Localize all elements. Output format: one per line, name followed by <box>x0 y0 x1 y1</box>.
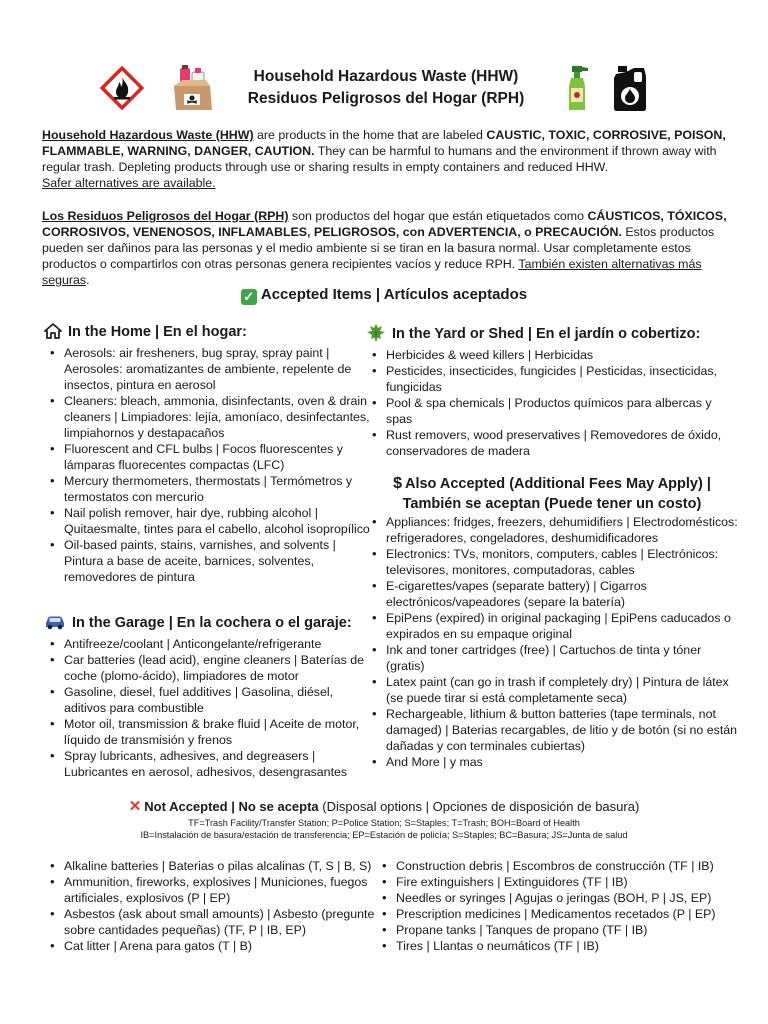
intro-es-text1: son productos del hogar que están etiquetados como <box>288 209 588 223</box>
not-accepted-left <box>44 858 380 954</box>
list-item: • Nail polish remover, hair dye, rubbing alcohol | Quitaesmalte, tintes para el cabello, alcohol isopropílico <box>44 505 374 537</box>
list-item: • Asbestos (ask about small amounts) | Asbesto (pregunte sobre cantidades pequeñas) (TF, P | IB, EP) <box>44 906 380 938</box>
list-item: • Rust removers, wood preservatives | Removedores de óxido, conservadores de madera <box>366 427 738 459</box>
not-accepted-right <box>376 858 738 954</box>
also-accepted-list <box>366 514 738 770</box>
list-item: • Needles or syringes | Agujas o jeringas (BOH, P | JS, EP) <box>376 890 738 906</box>
garage-section <box>44 614 374 780</box>
cross-mark-icon: ✕ <box>128 798 142 815</box>
home-heading-text: In the Home | En el hogar: <box>68 324 247 340</box>
list-item: • Prescription medicines | Medicamentos recetados (P | EP) <box>376 906 738 922</box>
intro-es-safer-link[interactable]: También existen alternativas más seguras <box>42 257 702 287</box>
legend-spanish: IB=Instalación de basura/estación de transferencia; EP=Estación de policía; S=Staples; BC=Basura; JS=Junta de salud <box>140 830 628 840</box>
garage-heading-text: In the Garage | En la cochera o el garaje: <box>72 615 352 631</box>
flammable-warning-icon <box>100 66 144 110</box>
garage-list <box>44 636 374 780</box>
yard-list <box>366 347 738 459</box>
list-item: • Tires | Llantas o neumáticos (TF | IB) <box>376 938 738 954</box>
legend-english: TF=Trash Facility/Transfer Station; P=Police Station; S=Staples; T=Trash; BOH=Board of Health <box>188 818 580 828</box>
oil-jug-icon <box>612 64 648 112</box>
list-item: • Fluorescent and CFL bulbs | Focos fluorescentes y lámparas fluorecentes compactas (LFC) <box>44 441 374 473</box>
accepted-title-text: Accepted Items | Artículos aceptados <box>260 286 528 303</box>
intro-en-text1: are products in the home that are labeled <box>253 128 487 142</box>
list-item: • Rechargeable, lithium & button batteries (tape terminals, not damaged) | Baterias recargables, de litio y de botón (si no están dañadas y con terminales cubiertas) <box>366 706 738 754</box>
not-accepted-title <box>0 798 768 816</box>
car-icon <box>44 614 66 636</box>
list-item: • Alkaline batteries | Baterias o pilas alcalinas (T, S | B, S) <box>44 858 380 874</box>
intro-es-labels: CÁUSTICOS, TÓXICOS, CORROSIVOS, VENENOSOS, INFLAMABLES, PELIGROSOS, con ADVERTENCIA, o PRECAUCIÓN. <box>42 209 727 239</box>
list-item: • Aerosols: air fresheners, bug spray, spray paint | Aerosoles: aromatizantes de ambiente, repelente de insectos, pintura en aerosol <box>44 345 374 393</box>
not-accepted-title-text: Not Accepted | No se acepta <box>144 799 319 814</box>
not-accepted-right-list <box>376 858 738 954</box>
intro-en-safer-link[interactable]: Safer alternatives are available. <box>42 176 216 190</box>
title-english: Household Hazardous Waste (HHW) <box>253 68 519 85</box>
list-item: • Mercury thermometers, thermostats | Termómetros y termostatos con mercurio <box>44 473 374 505</box>
list-item: • E-cigarettes/vapes (separate battery) | Cigarros electrónicos/vapeadores (separe la batería) <box>366 578 738 610</box>
list-item: • EpiPens (expired) in original packaging | EpiPens caducados o expirados en su empaque original <box>366 610 738 642</box>
intro-es-end: . <box>86 273 90 287</box>
home-list <box>44 345 374 585</box>
also-heading-line2: También se aceptan (Puede tener un costo) <box>402 496 702 512</box>
also-heading-line1: Also Accepted (Additional Fees May Apply) | <box>404 476 711 492</box>
intro-en-text2: They can be harmful to humans and the environment if thrown away with regular trash. Depleting products through use or sharing results in empty containers and reduced HHW. <box>42 144 717 174</box>
list-item: • Ink and toner cartridges (free) | Cartuchos de tinta y tóner (gratis) <box>366 642 738 674</box>
list-item: • Spray lubricants, adhesives, and degreasers | Lubricantes en aerosol, adhesivos, desengrasantes <box>44 748 374 780</box>
yard-heading-text: In the Yard or Shed | En el jardín o cobertizo: <box>392 326 701 342</box>
not-accepted-subtitle: (Disposal options | Opciones de disposición de basura) <box>318 799 640 814</box>
spray-bottle-icon <box>566 64 590 112</box>
list-item: • Ammunition, fireworks, explosives | Municiones, fuegos artificiales, explosivos (P | EP) <box>44 874 380 906</box>
accepted-section-title <box>0 285 768 305</box>
list-item: • Gasoline, diesel, fuel additives | Gasolina, diésel, aditivos para combustible <box>44 684 374 716</box>
yard-section <box>366 323 738 459</box>
home-heading <box>44 323 374 345</box>
list-item: • Car batteries (lead acid), engine cleaners | Baterías de coche (plomo-ácido), limpiadores de motor <box>44 652 374 684</box>
list-item: • Pesticides, insecticides, fungicides | Pesticidas, insecticidas, fungicidas <box>366 363 738 395</box>
intro-en-labels: CAUSTIC, TOXIC, CORROSIVE, POISON, FLAMMABLE, WARNING, DANGER, CAUTION. <box>42 128 726 158</box>
list-item: • Pool & spa chemicals | Productos químicos para albercas y spas <box>366 395 738 427</box>
house-icon <box>44 323 62 345</box>
list-item: • Appliances: fridges, freezers, dehumidifiers | Electrodomésticos: refrigeradores, congeladores, deshumidificadores <box>366 514 738 546</box>
intro-es-text2: Estos productos pueden ser dañinos para las personas y el medio ambiente si se tiran en la basura normal. Usar completamente estos productos o compartirlos con otras personas genera recipientes vacíos y reduce RPH. <box>42 225 715 271</box>
dollar-icon: $ <box>393 475 402 492</box>
intro-english <box>42 127 736 191</box>
list-item: • Fire extinguishers | Extinguidores (TF | IB) <box>376 874 738 890</box>
yard-heading <box>366 323 738 347</box>
garage-heading <box>44 614 374 636</box>
page-title <box>200 66 572 110</box>
intro-en-term: Household Hazardous Waste (HHW) <box>42 128 254 142</box>
list-item: • Latex paint (can go in trash if completely dry) | Pintura de látex (se puede tirar si está completamente seca) <box>366 674 738 706</box>
intro-es-term: Los Residuos Peligrosos del Hogar (RPH) <box>42 209 289 223</box>
list-item: • Oil-based paints, stains, varnishes, and solvents | Pintura a base de aceite, barnices, solventes, removedores de pintura <box>44 537 374 585</box>
checkmark-icon: ✓ <box>241 289 257 305</box>
title-spanish: Residuos Peligrosos del Hogar (RPH) <box>247 90 525 107</box>
not-accepted-left-list <box>44 858 380 954</box>
also-accepted-section <box>366 474 738 770</box>
list-item: • And More | y mas <box>366 754 738 770</box>
list-item: • Construction debris | Escombros de construcción (TF | IB) <box>376 858 738 874</box>
list-item: • Electronics: TVs, monitors, computers, cables | Electrónicos: televisores, monitores, computadoras, cables <box>366 546 738 578</box>
header <box>0 62 768 118</box>
list-item: • Cat litter | Arena para gatos (T | B) <box>44 938 380 954</box>
list-item: • Motor oil, transmission & brake fluid | Aceite de motor, líquido de transmisión y frenos <box>44 716 374 748</box>
leaf-icon <box>366 323 386 347</box>
also-accepted-heading <box>366 474 738 514</box>
home-section <box>44 323 374 585</box>
list-item: • Cleaners: bleach, ammonia, disinfectants, oven & drain cleaners | Limpiadores: lejía, amoníaco, desinfectantes, limpiahornos y destapacaños <box>44 393 374 441</box>
intro-spanish <box>42 208 736 288</box>
list-item: • Herbicides & weed killers | Herbicidas <box>366 347 738 363</box>
list-item: • Propane tanks | Tanques de propano (TF | IB) <box>376 922 738 938</box>
list-item: • Antifreeze/coolant | Anticongelante/refrigerante <box>44 636 374 652</box>
